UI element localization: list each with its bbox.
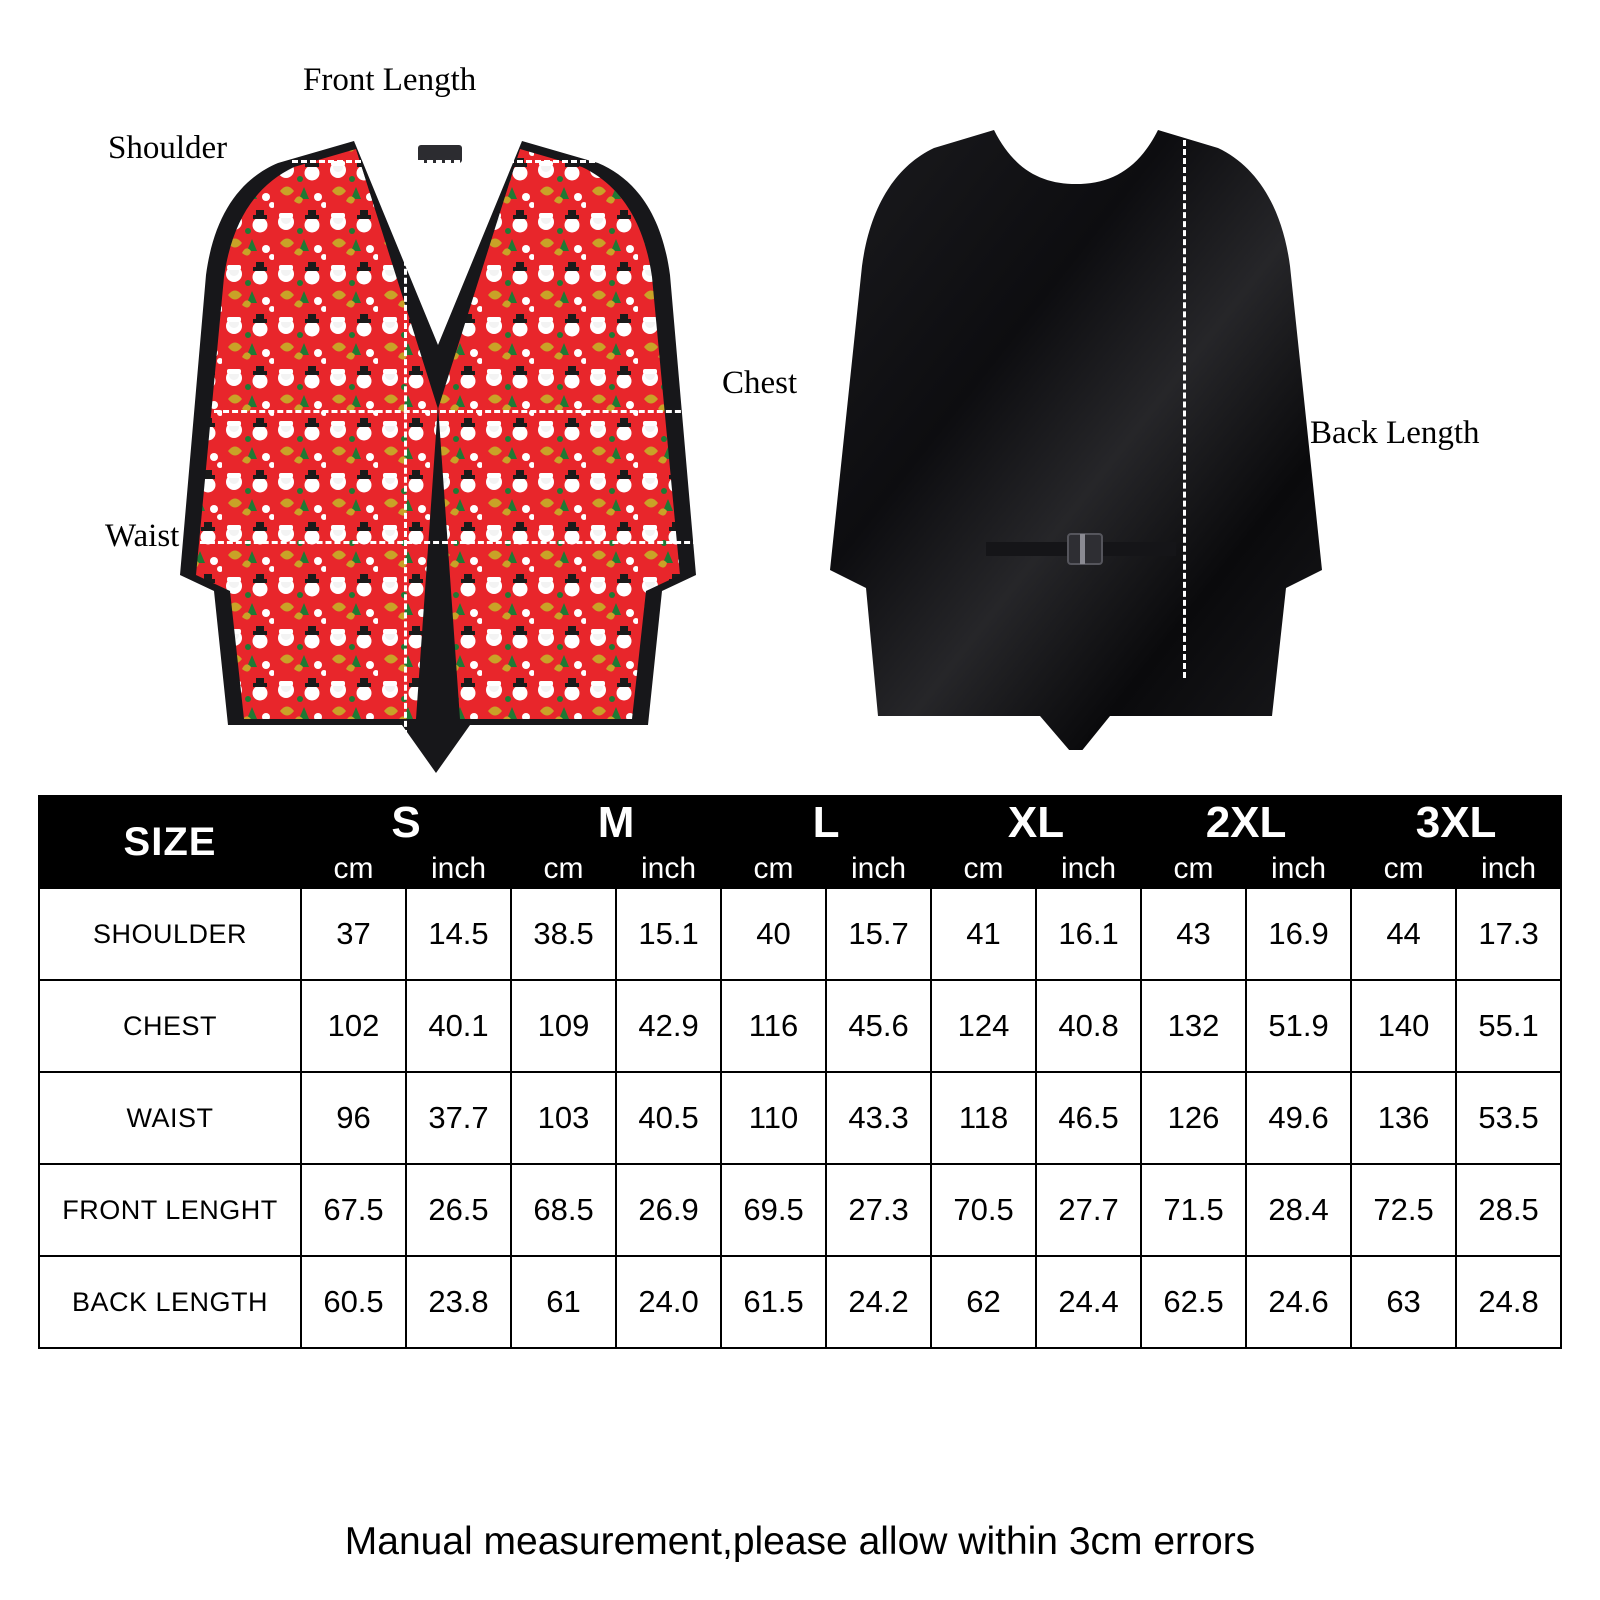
cell-chest-3xl-cm: 140 xyxy=(1351,980,1456,1072)
header-unit-inch-2xl: inch xyxy=(1246,850,1351,888)
header-unit-inch-s: inch xyxy=(406,850,511,888)
cell-chest-s-cm: 102 xyxy=(301,980,406,1072)
cell-frontlength-l-cm: 69.5 xyxy=(721,1164,826,1256)
cell-frontlength-2xl-inch: 28.4 xyxy=(1246,1164,1351,1256)
header-size-2xl: 2XL xyxy=(1141,796,1351,850)
cell-backlength-m-inch: 24.0 xyxy=(616,1256,721,1348)
cell-frontlength-3xl-cm: 72.5 xyxy=(1351,1164,1456,1256)
header-size-s: S xyxy=(301,796,511,850)
chest-guide-line xyxy=(214,410,708,413)
waist-guide-line xyxy=(200,541,708,544)
cell-chest-2xl-cm: 132 xyxy=(1141,980,1246,1072)
cell-frontlength-s-cm: 67.5 xyxy=(301,1164,406,1256)
header-unit-inch-xl: inch xyxy=(1036,850,1141,888)
header-size-m: M xyxy=(511,796,721,850)
cell-waist-s-inch: 37.7 xyxy=(406,1072,511,1164)
cell-shoulder-3xl-cm: 44 xyxy=(1351,888,1456,980)
label-back-length: Back Length xyxy=(1310,415,1480,451)
cell-frontlength-2xl-cm: 71.5 xyxy=(1141,1164,1246,1256)
cell-chest-2xl-inch: 51.9 xyxy=(1246,980,1351,1072)
cell-backlength-xl-inch: 24.4 xyxy=(1036,1256,1141,1348)
front-length-guide-line xyxy=(404,115,407,745)
label-waist: Waist xyxy=(105,518,180,554)
cell-shoulder-l-cm: 40 xyxy=(721,888,826,980)
cell-waist-s-cm: 96 xyxy=(301,1072,406,1164)
cell-waist-m-inch: 40.5 xyxy=(616,1072,721,1164)
cell-backlength-l-inch: 24.2 xyxy=(826,1256,931,1348)
cell-waist-xl-inch: 46.5 xyxy=(1036,1072,1141,1164)
label-front-length: Front Length xyxy=(303,62,477,98)
cell-backlength-2xl-inch: 24.6 xyxy=(1246,1256,1351,1348)
header-unit-inch-3xl: inch xyxy=(1456,850,1561,888)
cell-frontlength-l-inch: 27.3 xyxy=(826,1164,931,1256)
cell-waist-l-cm: 110 xyxy=(721,1072,826,1164)
cell-shoulder-m-inch: 15.1 xyxy=(616,888,721,980)
row-label-back-length: BACK LENGTH xyxy=(39,1256,301,1348)
cell-waist-l-inch: 43.3 xyxy=(826,1072,931,1164)
row-label-front-length: FRONT LENGHT xyxy=(39,1164,301,1256)
header-unit-inch-m: inch xyxy=(616,850,721,888)
cell-waist-3xl-cm: 136 xyxy=(1351,1072,1456,1164)
cell-chest-xl-inch: 40.8 xyxy=(1036,980,1141,1072)
cell-chest-m-inch: 42.9 xyxy=(616,980,721,1072)
cell-shoulder-3xl-inch: 17.3 xyxy=(1456,888,1561,980)
header-unit-cm-2xl: cm xyxy=(1141,850,1246,888)
header-size: SIZE xyxy=(39,796,301,888)
table-row xyxy=(39,888,1561,980)
size-chart-table-wrapper xyxy=(38,795,1562,1349)
cell-backlength-s-inch: 23.8 xyxy=(406,1256,511,1348)
cell-chest-3xl-inch: 55.1 xyxy=(1456,980,1561,1072)
table-row xyxy=(39,1164,1561,1256)
header-unit-inch-l: inch xyxy=(826,850,931,888)
header-size-l: L xyxy=(721,796,931,850)
header-size-3xl: 3XL xyxy=(1351,796,1561,850)
cell-waist-2xl-cm: 126 xyxy=(1141,1072,1246,1164)
cell-shoulder-xl-cm: 41 xyxy=(931,888,1036,980)
cell-frontlength-xl-inch: 27.7 xyxy=(1036,1164,1141,1256)
cell-chest-m-cm: 109 xyxy=(511,980,616,1072)
cell-frontlength-xl-cm: 70.5 xyxy=(931,1164,1036,1256)
cell-backlength-l-cm: 61.5 xyxy=(721,1256,826,1348)
cell-chest-xl-cm: 124 xyxy=(931,980,1036,1072)
cell-frontlength-3xl-inch: 28.5 xyxy=(1456,1164,1561,1256)
header-size-xl: XL xyxy=(931,796,1141,850)
cell-backlength-3xl-cm: 63 xyxy=(1351,1256,1456,1348)
header-unit-cm-l: cm xyxy=(721,850,826,888)
cell-shoulder-xl-inch: 16.1 xyxy=(1036,888,1141,980)
table-row xyxy=(39,980,1561,1072)
table-row xyxy=(39,1072,1561,1164)
header-unit-cm-m: cm xyxy=(511,850,616,888)
row-label-waist: WAIST xyxy=(39,1072,301,1164)
row-label-shoulder: SHOULDER xyxy=(39,888,301,980)
cell-shoulder-2xl-cm: 43 xyxy=(1141,888,1246,980)
header-unit-cm-xl: cm xyxy=(931,850,1036,888)
cell-frontlength-m-cm: 68.5 xyxy=(511,1164,616,1256)
back-length-guide-line xyxy=(1183,140,1186,678)
cell-waist-xl-cm: 118 xyxy=(931,1072,1036,1164)
cell-shoulder-s-inch: 14.5 xyxy=(406,888,511,980)
cell-backlength-xl-cm: 62 xyxy=(931,1256,1036,1348)
vest-back-illustration xyxy=(818,110,1338,750)
table-header-sizes xyxy=(39,796,1561,850)
cell-shoulder-m-cm: 38.5 xyxy=(511,888,616,980)
row-label-chest: CHEST xyxy=(39,980,301,1072)
cell-shoulder-l-inch: 15.7 xyxy=(826,888,931,980)
cell-waist-m-cm: 103 xyxy=(511,1072,616,1164)
cell-frontlength-m-inch: 26.9 xyxy=(616,1164,721,1256)
cell-backlength-m-cm: 61 xyxy=(511,1256,616,1348)
cell-chest-s-inch: 40.1 xyxy=(406,980,511,1072)
cell-backlength-3xl-inch: 24.8 xyxy=(1456,1256,1561,1348)
cell-backlength-2xl-cm: 62.5 xyxy=(1141,1256,1246,1348)
header-unit-cm-s: cm xyxy=(301,850,406,888)
cell-frontlength-s-inch: 26.5 xyxy=(406,1164,511,1256)
measurement-note: Manual measurement,please allow within 3cm errors xyxy=(344,1520,1256,1563)
table-row xyxy=(39,1256,1561,1348)
header-unit-cm-3xl: cm xyxy=(1351,850,1456,888)
cell-waist-3xl-inch: 53.5 xyxy=(1456,1072,1561,1164)
label-shoulder: Shoulder xyxy=(108,130,228,166)
shoulder-guide-line xyxy=(292,160,604,163)
cell-chest-l-cm: 116 xyxy=(721,980,826,1072)
cell-shoulder-2xl-inch: 16.9 xyxy=(1246,888,1351,980)
cell-shoulder-s-cm: 37 xyxy=(301,888,406,980)
vest-front-illustration xyxy=(170,105,730,785)
size-chart-table xyxy=(38,795,1562,1349)
size-diagram xyxy=(0,0,1600,790)
cell-waist-2xl-inch: 49.6 xyxy=(1246,1072,1351,1164)
label-chest: Chest xyxy=(722,365,798,401)
cell-chest-l-inch: 45.6 xyxy=(826,980,931,1072)
cell-backlength-s-cm: 60.5 xyxy=(301,1256,406,1348)
